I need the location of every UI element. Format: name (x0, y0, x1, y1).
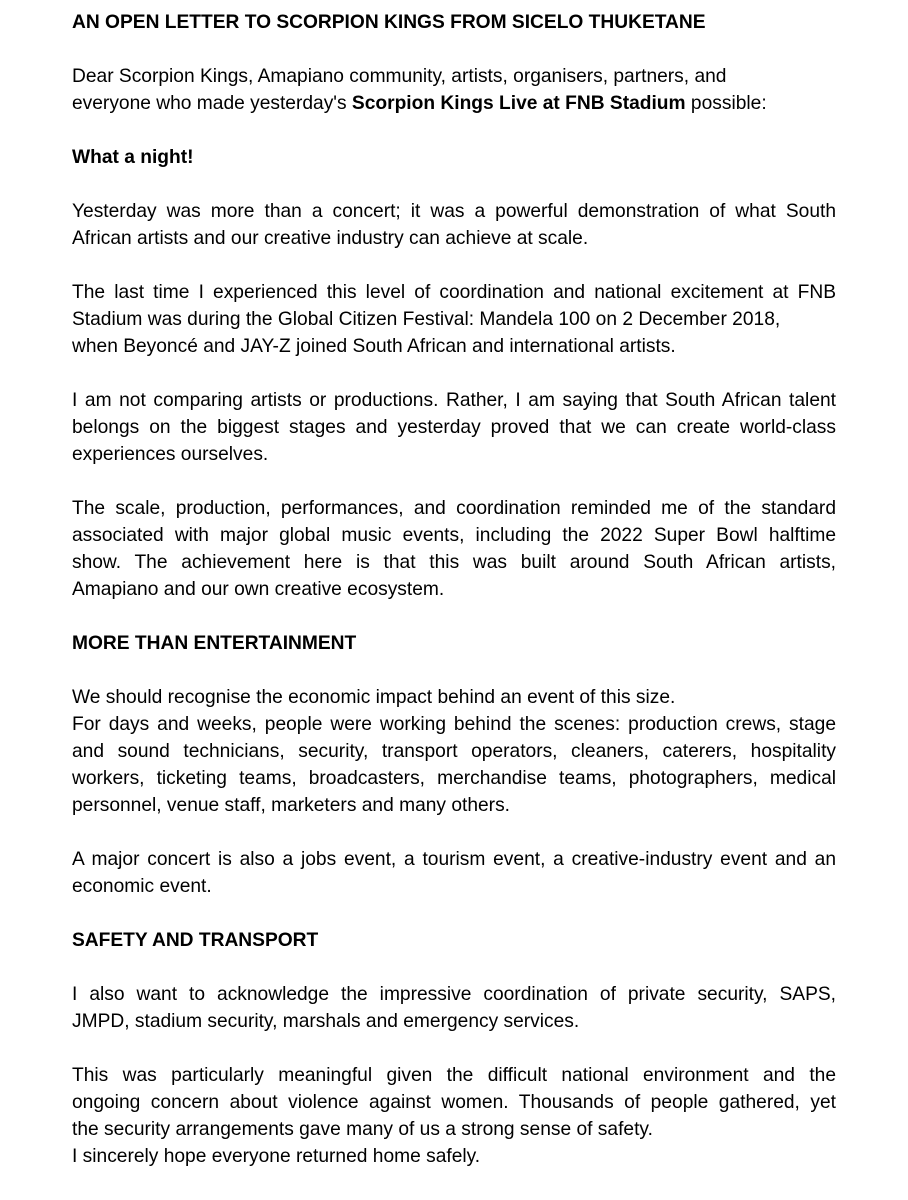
p5-line: and sound technicians, security, transport operators, cleaners, caterers, hospitality (72, 741, 836, 762)
section-heading: SAFETY AND TRANSPORT (72, 930, 319, 951)
salutation-end: possible: (685, 93, 767, 114)
p7-line: I also want to acknowledge the impressive coordination of private security, SAPS, (72, 984, 836, 1005)
p8-line: the security arrangements gave many of us a strong sense of safety. (72, 1119, 653, 1140)
p8-line: I sincerely hope everyone returned home safely. (72, 1146, 481, 1167)
p1-line: African artists and our creative industry can achieve at scale. (72, 228, 589, 249)
letter-page (72, 0, 836, 1200)
p2-line: Stadium was during the Global Citizen Festival: Mandela 100 on 2 December 2018, (72, 309, 781, 330)
p7-line: JMPD, stadium security, marshals and emergency services. (72, 1011, 580, 1032)
p5-line: For days and weeks, people were working behind the scenes: production crews, stage (72, 714, 836, 735)
p8-line: ongoing concern about violence against women. Thousands of people gathered, yet (72, 1092, 836, 1113)
p4-line: show. The achievement here is that this was built around South African artists, (72, 552, 836, 573)
p5-line: workers, ticketing teams, broadcasters, merchandise teams, photographers, medical (72, 768, 836, 789)
p8-line: This was particularly meaningful given the difficult national environment and the (72, 1065, 836, 1086)
p4-line: associated with major global music events, including the 2022 Super Bowl halftime (72, 525, 836, 546)
salutation-line-1: Dear Scorpion Kings, Amapiano community, artists, organisers, partners, and (72, 66, 727, 87)
exclamation: What a night! (72, 147, 194, 168)
p2-line: The last time I experienced this level of coordination and national excitement at FNB (72, 282, 836, 303)
p1-line: Yesterday was more than a concert; it was a powerful demonstration of what South (72, 201, 836, 222)
p5-line: personnel, venue staff, marketers and many others. (72, 795, 510, 816)
p3-line: experiences ourselves. (72, 444, 269, 465)
event-name: Scorpion Kings Live at FNB Stadium (351, 93, 686, 114)
p3-line: I am not comparing artists or productions. Rather, I am saying that South African talent (72, 390, 836, 411)
p4-line: Amapiano and our own creative ecosystem. (72, 579, 445, 600)
p3-line: belongs on the biggest stages and yesterday proved that we can create world-class (72, 417, 836, 438)
section-heading: MORE THAN ENTERTAINMENT (72, 633, 357, 654)
p2-line: when Beyoncé and JAY-Z joined South African and international artists. (72, 336, 676, 357)
p5-line: We should recognise the economic impact behind an event of this size. (72, 687, 676, 708)
salutation-line-2 (72, 91, 836, 117)
salutation-text: everyone who made yesterday's (72, 93, 352, 114)
letter-title: AN OPEN LETTER TO SCORPION KINGS FROM SICELO THUKETANE (72, 12, 706, 33)
p6-line: economic event. (72, 876, 212, 897)
p4-line: The scale, production, performances, and coordination reminded me of the standard (72, 498, 836, 519)
p6-line: A major concert is also a jobs event, a tourism event, a creative-industry event and an (72, 849, 836, 870)
